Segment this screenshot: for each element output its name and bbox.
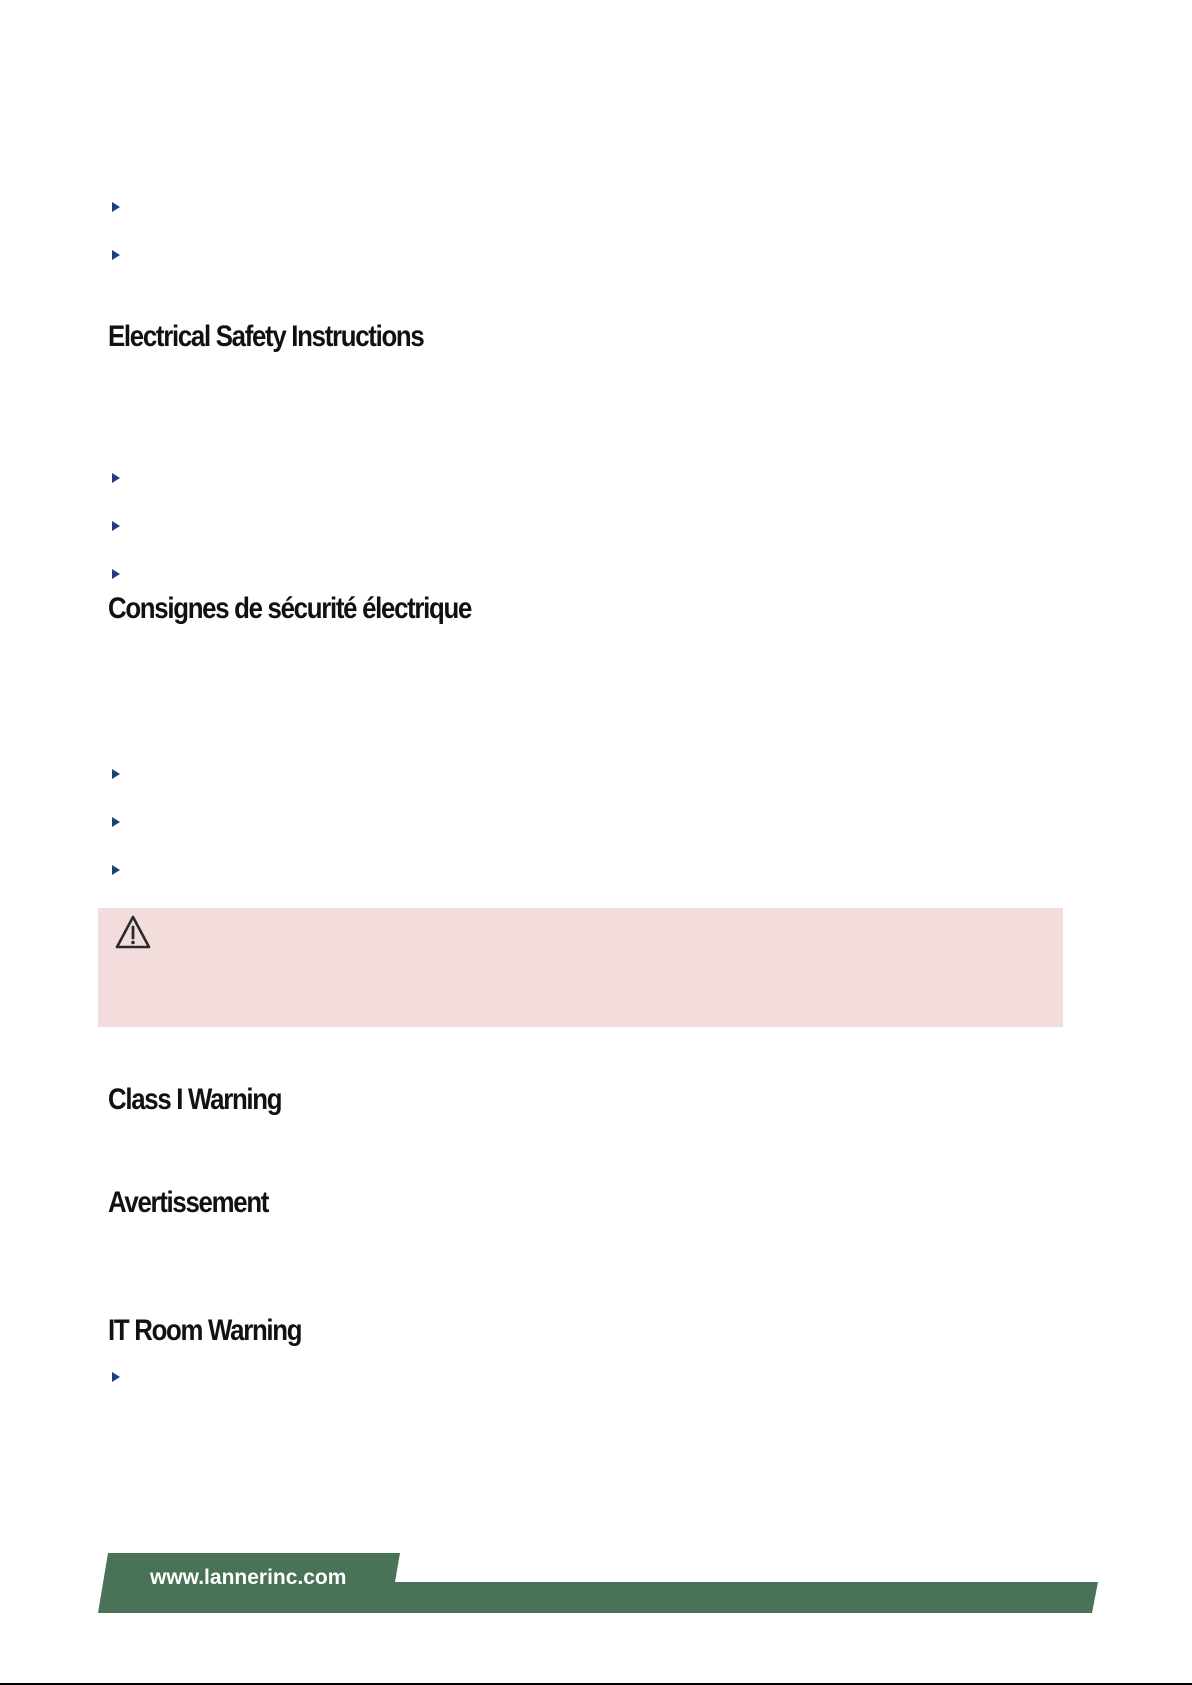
bullet-marker <box>112 865 120 875</box>
section-heading-consignes: Consignes de sécurité électrique <box>108 592 472 625</box>
section-heading-it-room-warning: IT Room Warning <box>108 1314 302 1347</box>
warning-triangle-icon <box>114 914 152 952</box>
footer-website-url[interactable]: www.lannerinc.com <box>150 1566 347 1589</box>
bullet-marker <box>112 1372 120 1382</box>
bullet-marker <box>112 817 120 827</box>
bullet-marker <box>112 521 120 531</box>
bullet-marker <box>112 202 120 212</box>
warning-callout <box>98 908 1063 1027</box>
section-heading-electrical-safety: Electrical Safety Instructions <box>108 320 424 353</box>
footer-band <box>0 1540 1192 1620</box>
section-heading-avertissement: Avertissement <box>108 1186 269 1219</box>
bullet-marker <box>112 473 120 483</box>
bullet-marker <box>112 769 120 779</box>
bullet-marker <box>112 250 120 260</box>
bullet-marker <box>112 569 120 579</box>
section-heading-class1-warning: Class I Warning <box>108 1083 282 1116</box>
